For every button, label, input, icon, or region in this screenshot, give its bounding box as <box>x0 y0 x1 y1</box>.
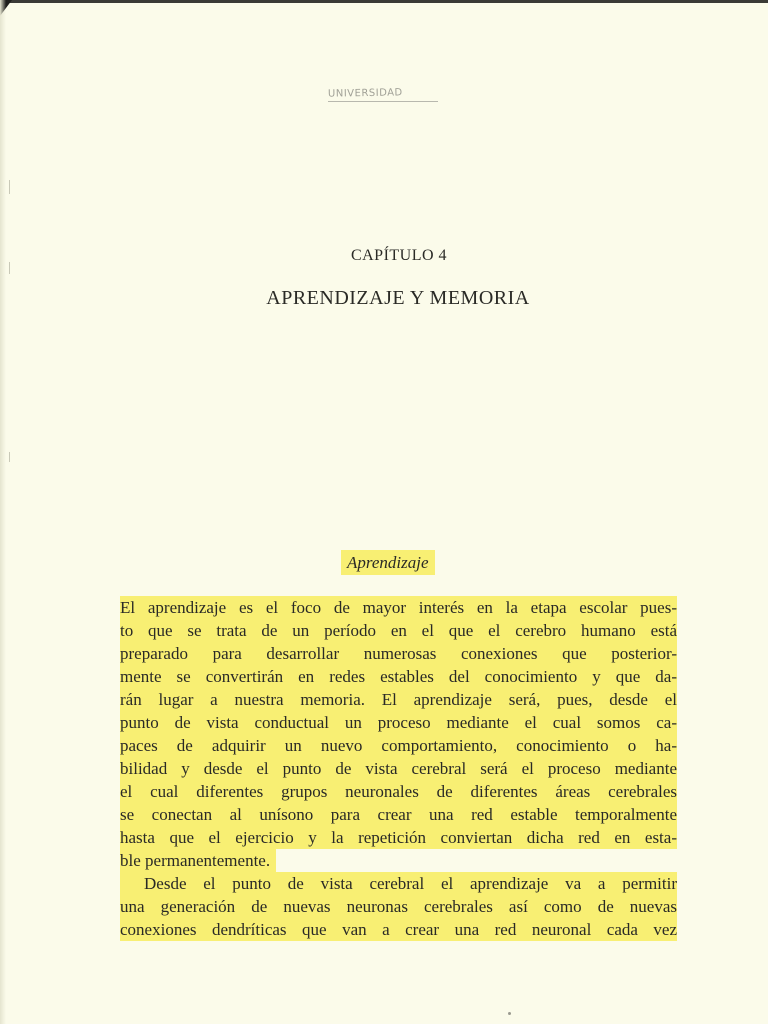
section-heading: Aprendizaje <box>341 550 435 575</box>
text-line: una generación de nuevas neuronas cerebrales así como de nuevas <box>120 897 677 916</box>
margin-tick <box>9 452 10 462</box>
page-binding-shadow <box>0 0 6 1024</box>
text-line: mente se convertirán en redes estables del conocimiento y que da- <box>120 667 677 686</box>
text-line: conexiones dendríticas que van a crear una red neuronal cada vez <box>120 920 677 939</box>
text-line: ble permanentemente. <box>120 849 276 872</box>
chapter-title: APRENDIZAJE Y MEMORIA <box>266 287 530 309</box>
text-line: se conectan al unísono para crear una red estable temporalmente <box>120 805 677 824</box>
scan-speck <box>508 1012 511 1015</box>
text-line: bilidad y desde el punto de vista cerebral será el proceso mediante <box>120 759 677 778</box>
chapter-label: CAPÍTULO 4 <box>350 247 448 264</box>
text-line: el cual diferentes grupos neuronales de diferentes áreas cerebrales <box>120 782 677 801</box>
text-line: El aprendizaje es el foco de mayor interés en la etapa escolar pues- <box>120 598 677 617</box>
text-line: paces de adquirir un nuevo comportamiento, conocimiento o ha- <box>120 736 677 755</box>
text-line: hasta que el ejercicio y la repetición conviertan dicha red en esta- <box>120 828 677 847</box>
text-line: to que se trata de un período en el que el cerebro humano está <box>120 621 677 640</box>
text-line: punto de vista conductual un proceso mediante el cual somos ca- <box>120 713 677 732</box>
stamp-underline <box>328 101 438 102</box>
text-line: preparado para desarrollar numerosas conexiones que posterior- <box>120 644 677 663</box>
text-line: Desde el punto de vista cerebral el aprendizaje va a permitir <box>120 872 677 895</box>
text-line: rán lugar a nuestra memoria. El aprendizaje será, pues, desde el <box>120 690 677 709</box>
library-stamp: UNIVERSIDAD <box>327 87 403 100</box>
page-top-edge <box>0 0 768 3</box>
margin-tick <box>9 180 10 194</box>
